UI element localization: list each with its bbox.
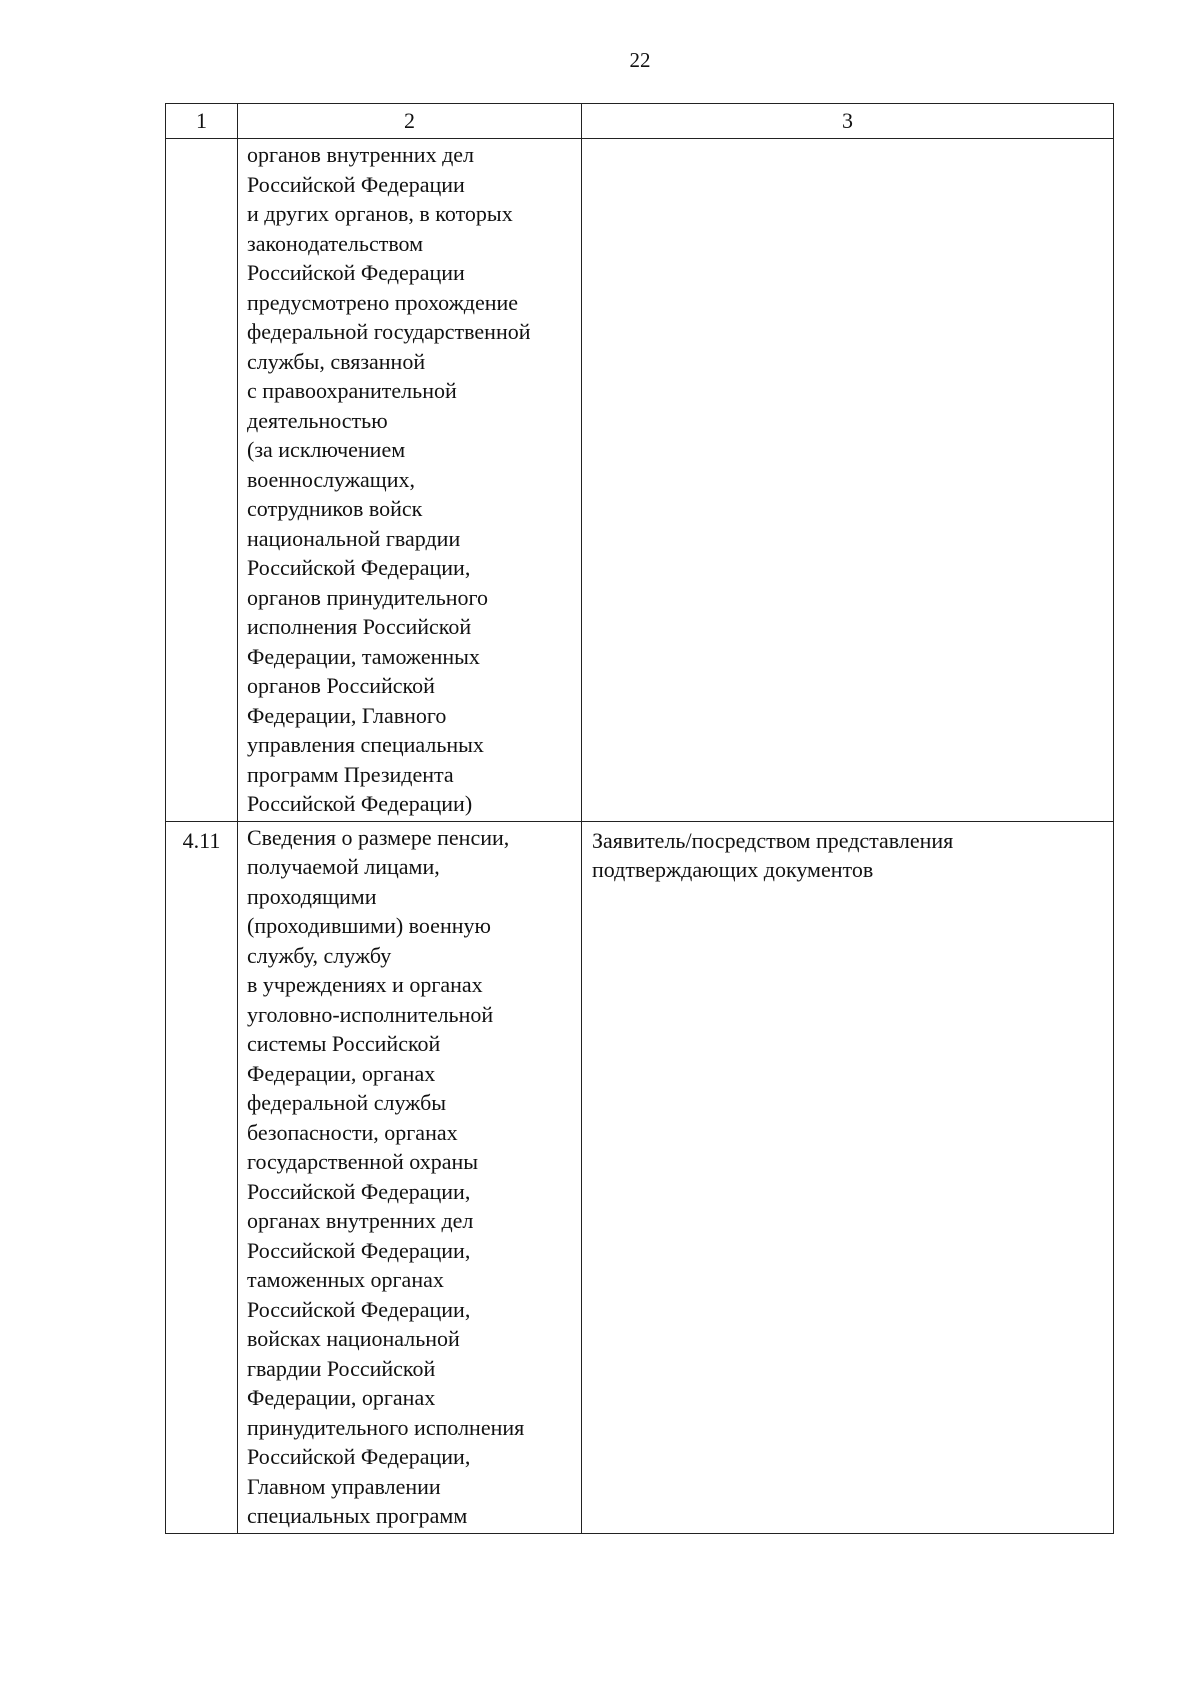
text-line: программ Президента [247,761,454,787]
row-number [166,139,238,822]
text-line: деятельностью [247,407,388,433]
text-line: Российской Федерации, [247,1444,471,1469]
text-line: Федерации, органах [247,1060,436,1086]
text-line: Федерации, органах [247,1385,436,1410]
text-line: федеральной службы [247,1090,447,1115]
text-line: гвардии Российской [247,1355,436,1381]
text-line: национальной гвардии [247,525,461,551]
text-line: федеральной государственной [247,319,531,344]
text-line: войсках национальной [247,1326,460,1351]
table-header-row [166,104,1114,139]
text-line: системы Российской [247,1031,441,1056]
text-line: Заявитель/посредством представления [592,827,954,853]
text-line: Федерации, таможенных [247,643,480,669]
text-line: исполнения Российской [247,614,472,639]
text-line: Российской Федерации, [247,1296,471,1322]
text-line: с правоохранительной [247,378,457,403]
column-header-2: 2 [238,104,582,139]
text-line: государственной охраны [247,1149,479,1174]
text-line: Федерации, Главного [247,702,447,728]
row-description [238,139,582,822]
row-description [238,821,582,1533]
text-line: военнослужащих, [247,466,415,492]
text-line: специальных программ [247,1503,468,1528]
text-line: в учреждениях и органах [247,972,483,997]
text-line: таможенных органах [247,1267,444,1292]
text-line: органов Российской [247,673,435,698]
text-line: Главном управлении [247,1473,441,1499]
text-line: (проходившими) военную [247,913,491,938]
text-line: Российской Федерации [247,260,465,285]
text-line: Российской Федерации, [247,1237,471,1263]
page-number: 22 [629,48,651,72]
text-line: безопасности, органах [247,1119,458,1145]
text-line: Российской Федерации, [247,555,471,580]
text-line: сотрудников войск [247,496,423,521]
text-line: органов внутренних дел [247,142,475,167]
text-line: уголовно-исполнительной [247,1001,494,1027]
text-line: предусмотрено прохождение [247,289,519,315]
text-line: органов принудительного [247,584,488,610]
text-line: управления специальных [247,732,484,757]
text-line: подтверждающих документов [592,857,874,882]
row-source [582,821,1114,1533]
table-row [166,821,1114,1533]
document-table [165,103,1114,1534]
text-line: службу, службу [247,942,392,968]
text-line: Российской Федерации) [247,791,473,816]
text-line: Российской Федерации [247,171,465,197]
text-line: органах внутренних дел [247,1208,474,1233]
row-number: 4.11 [166,821,238,1533]
text-line: законодательством [247,230,424,256]
text-line: и других органов, в которых [247,201,513,226]
text-line: проходящими [247,883,377,909]
table-row [166,139,1114,822]
text-line: принудительного исполнения [247,1414,525,1440]
column-header-3: 3 [582,104,1114,139]
text-line: получаемой лицами, [247,854,440,879]
row-source [582,139,1114,822]
column-header-1: 1 [166,104,238,139]
text-line: службы, связанной [247,348,426,374]
text-line: (за исключением [247,437,406,462]
text-line: Сведения о размере пенсии, [247,824,510,850]
text-line: Российской Федерации, [247,1178,471,1204]
